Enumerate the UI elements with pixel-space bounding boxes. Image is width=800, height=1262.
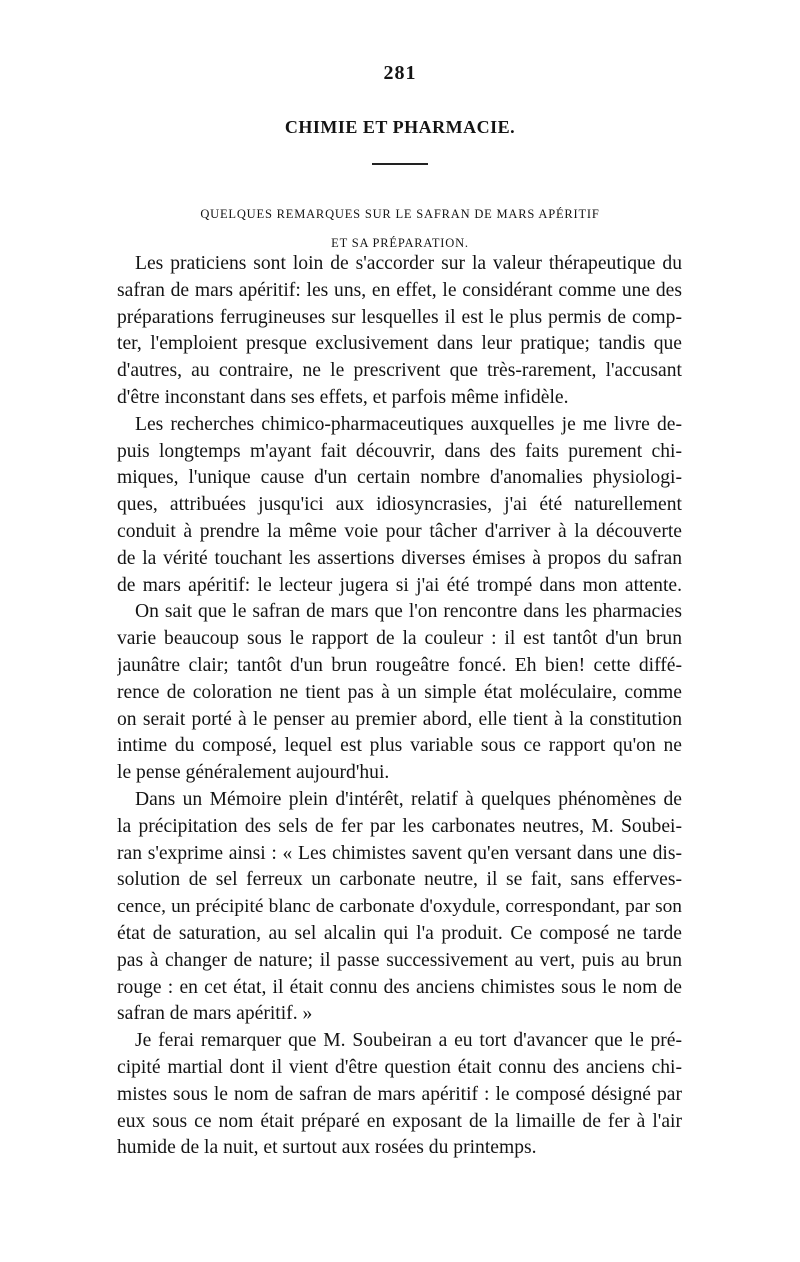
text-line: de la vérité touchant les assertions diverses émises à propos du safran: [117, 547, 682, 569]
text-line: miques, l'unique cause d'un certain nombre d'anomalies physiologi-: [117, 467, 682, 489]
article-title-line: QUELQUES REMARQUES SUR LE SAFRAN DE MARS APÉRITIF: [200, 207, 600, 221]
text-line: Je ferai remarquer que M. Soubeiran a eu tort d'avancer que le pré-: [135, 1030, 682, 1052]
text-line: état de saturation, au sel alcalin qui l'a produit. Ce composé ne tarde: [117, 922, 682, 944]
section-title: CHIMIE ET PHARMACIE.: [284, 117, 516, 137]
text-line: d'être inconstant dans ses effets, et parfois même infidèle.: [117, 386, 569, 408]
text-line: conduit à prendre la même voie pour tâcher d'arriver à la découverte: [117, 520, 682, 542]
text-line: pas à changer de nature; il passe successivement au vert, puis au brun: [117, 949, 682, 971]
text-line: rouge : en cet état, il était connu des anciens chimistes sous le nom de: [117, 976, 682, 998]
text-line: Dans un Mémoire plein d'intérêt, relatif à quelques phénomènes de: [135, 788, 682, 810]
text-line: humide de la nuit, et surtout aux rosées du printemps.: [117, 1137, 537, 1159]
article-body: [117, 251, 682, 1162]
text-line: la précipitation des sels de fer par les carbonates neutres, M. Soubei-: [117, 815, 682, 837]
text-line: de mars apéritif: le lecteur jugera si j'ai été trompé dans mon attente.: [117, 574, 682, 596]
text-line: safran de mars apéritif. »: [117, 1003, 313, 1025]
text-line: eux sous ce nom était préparé en exposant de la limaille de fer à l'air: [117, 1110, 682, 1132]
text-line: On sait que le safran de mars que l'on rencontre dans les pharmacies: [135, 601, 682, 623]
text-line: d'autres, au contraire, ne le prescrivent que très-rarement, l'accusant: [117, 360, 682, 382]
title-divider: [372, 163, 428, 165]
text-line: ran s'exprime ainsi : « Les chimistes savent qu'en versant dans une dis-: [117, 842, 682, 864]
article-title-line: ET SA PRÉPARATION.: [331, 236, 469, 250]
text-line: puis longtemps m'ayant fait découvrir, dans des faits purement chi-: [117, 440, 682, 462]
text-line: mistes sous le nom de safran de mars apéritif : le composé désigné par: [117, 1083, 682, 1105]
text-line: safran de mars apéritif: les uns, en effet, le considérant comme une des: [117, 279, 682, 301]
text-line: solution de sel ferreux un carbonate neutre, il se fait, sans efferves-: [117, 869, 682, 891]
text-line: ter, l'emploient presque exclusivement dans leur pratique; tandis que: [117, 333, 682, 355]
text-line: rence de coloration ne tient pas à un simple état moléculaire, comme: [117, 681, 682, 703]
text-line: le pense généralement aujourd'hui.: [117, 762, 390, 784]
text-line: Les praticiens sont loin de s'accorder sur la valeur thérapeutique du: [135, 253, 682, 274]
text-line: on serait porté à le penser au premier abord, elle tient à la constitution: [117, 708, 682, 730]
text-line: ques, attribuées jusqu'ici aux idiosyncrasies, j'ai été naturellement: [117, 494, 682, 516]
text-line: varie beaucoup sous le rapport de la couleur : il est tantôt d'un brun: [117, 628, 682, 650]
text-line: cence, un précipité blanc de carbonate d'oxydule, correspondant, par son: [117, 896, 682, 918]
text-line: Les recherches chimico-pharmaceutiques auxquelles je me livre de-: [135, 413, 682, 435]
article-title: [150, 200, 650, 258]
text-line: préparations ferrugineuses sur lesquelles il est le plus permis de comp-: [117, 306, 682, 328]
page-number: 281: [383, 62, 417, 84]
text-line: intime du composé, lequel est plus variable sous ce rapport qu'on ne: [117, 735, 682, 757]
text-line: cipité martial dont il vient d'être question était connu des anciens chi-: [117, 1056, 682, 1078]
text-line: jaunâtre clair; tantôt d'un brun rougeâtre foncé. Eh bien! cette diffé-: [117, 654, 682, 676]
